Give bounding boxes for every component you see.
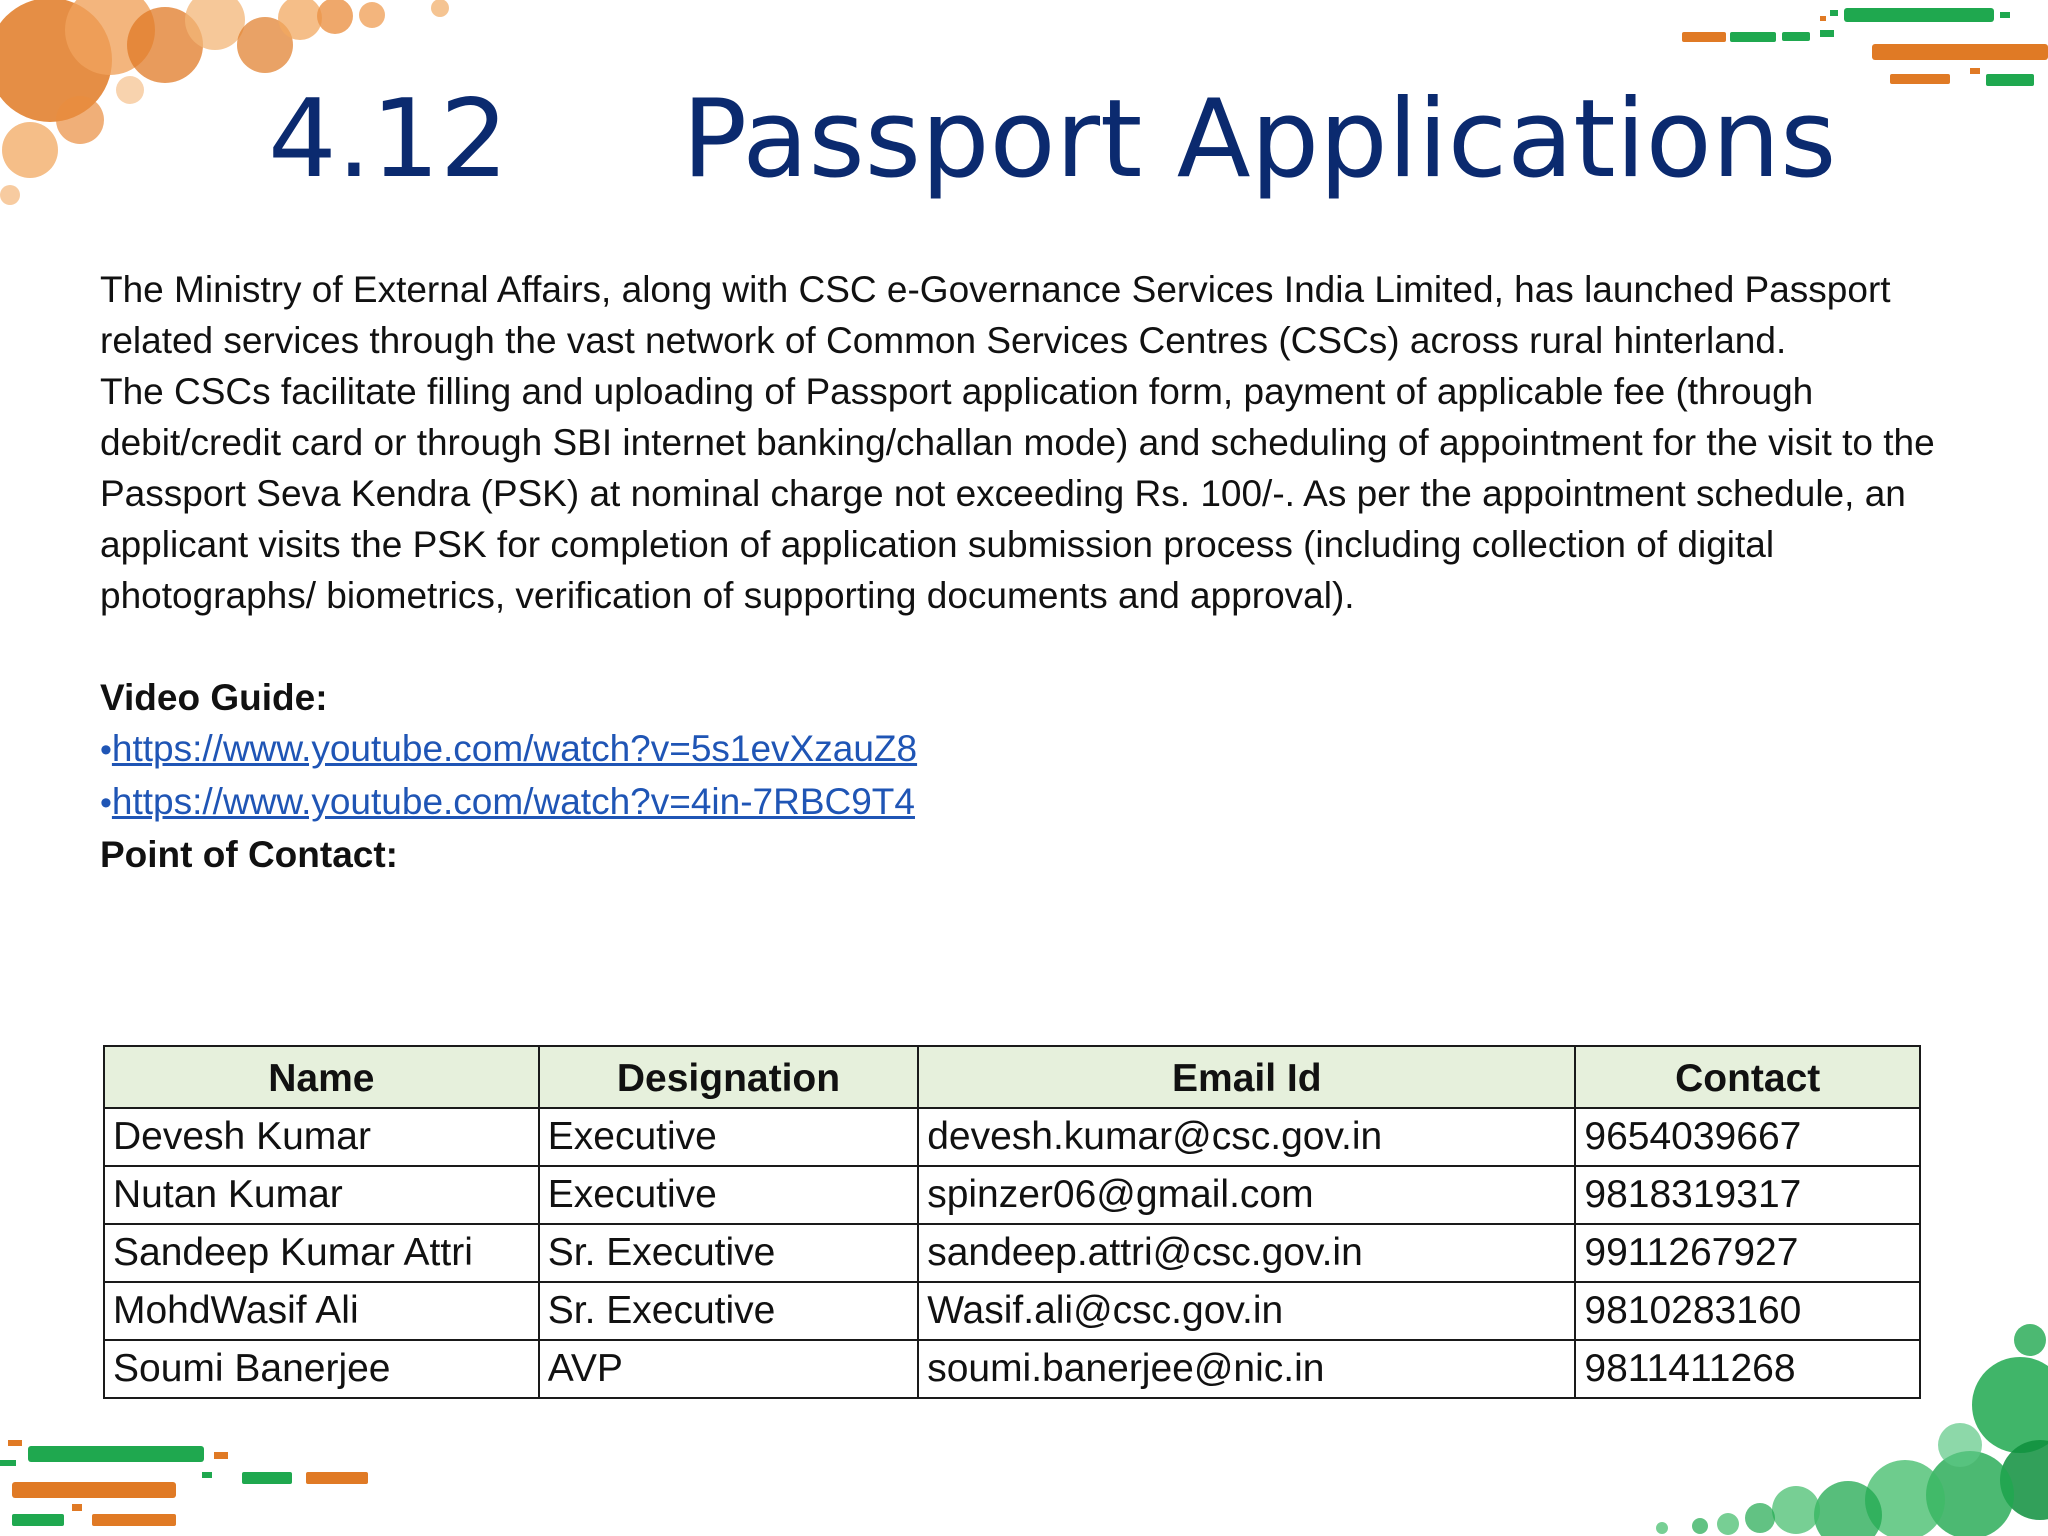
header-email: Email Id [918,1046,1575,1108]
cell-designation: Sr. Executive [539,1282,918,1340]
spacer [100,621,2000,672]
cell-name: Nutan Kumar [104,1166,539,1224]
intro-paragraph: The Ministry of External Affairs, along with CSC e-Governance Services India Limited, has launched Passport related services through the vast network of Common Services Centres (CSCs) across rural hinterland. [100,269,1891,361]
services-paragraph: The CSCs facilitate filling and uploading of Passport application form, payment of applicable fee (through debit/credit card or through SBI internet banking/challan mode) and scheduling of appointment for the visit to the Passport Seva Kendra (PSK) at nominal charge not exceeding Rs. 100/-. As per the appointment schedule, an applicant visits the PSK for completion of application submission process (including collection of digital photographs/ biometrics, verification of supporting documents and approval). [100,371,1935,616]
table-row [104,1224,1920,1282]
table-row [104,1282,1920,1340]
contacts-table [103,1045,1921,1399]
cell-contact: 9654039667 [1575,1108,1920,1166]
header-designation: Designation [539,1046,918,1108]
cell-contact: 9811411268 [1575,1340,1920,1398]
cell-contact: 9810283160 [1575,1282,1920,1340]
video-link-item [100,776,2000,829]
cell-email: sandeep.attri@csc.gov.in [918,1224,1575,1282]
header-contact: Contact [1575,1046,1920,1108]
video-link-item [100,723,2000,776]
header-name: Name [104,1046,539,1108]
cell-name: MohdWasif Ali [104,1282,539,1340]
table-row [104,1166,1920,1224]
cell-designation: Executive [539,1108,918,1166]
video-link-1[interactable]: https://www.youtube.com/watch?v=5s1evXzauZ8 [111,728,918,769]
video-link-2[interactable]: https://www.youtube.com/watch?v=4in-7RBC9T4 [111,781,915,822]
point-of-contact-label: Point of Contact: [100,834,399,875]
bullet-icon: • [100,784,112,822]
cell-name: Sandeep Kumar Attri [104,1224,539,1282]
bottom-left-stripes-decoration [0,1430,380,1536]
table-row [104,1108,1920,1166]
cell-contact: 9911267927 [1575,1224,1920,1282]
section-number: 4.12 [268,77,509,202]
cell-name: Devesh Kumar [104,1108,539,1166]
cell-designation: AVP [539,1340,918,1398]
cell-contact: 9818319317 [1575,1166,1920,1224]
cell-email: spinzer06@gmail.com [918,1166,1575,1224]
cell-email: soumi.banerjee@nic.in [918,1340,1575,1398]
bullet-icon: • [100,731,112,769]
cell-email: Wasif.ali@csc.gov.in [918,1282,1575,1340]
cell-email: devesh.kumar@csc.gov.in [918,1108,1575,1166]
title-text: Passport Applications [682,77,1837,202]
table-row [104,1340,1920,1398]
body-text [100,264,2000,880]
cell-name: Soumi Banerjee [104,1340,539,1398]
cell-designation: Sr. Executive [539,1224,918,1282]
video-guide-label: Video Guide: [100,677,328,718]
cell-designation: Executive [539,1166,918,1224]
table-header-row [104,1046,1920,1108]
slide-title [0,70,2048,210]
